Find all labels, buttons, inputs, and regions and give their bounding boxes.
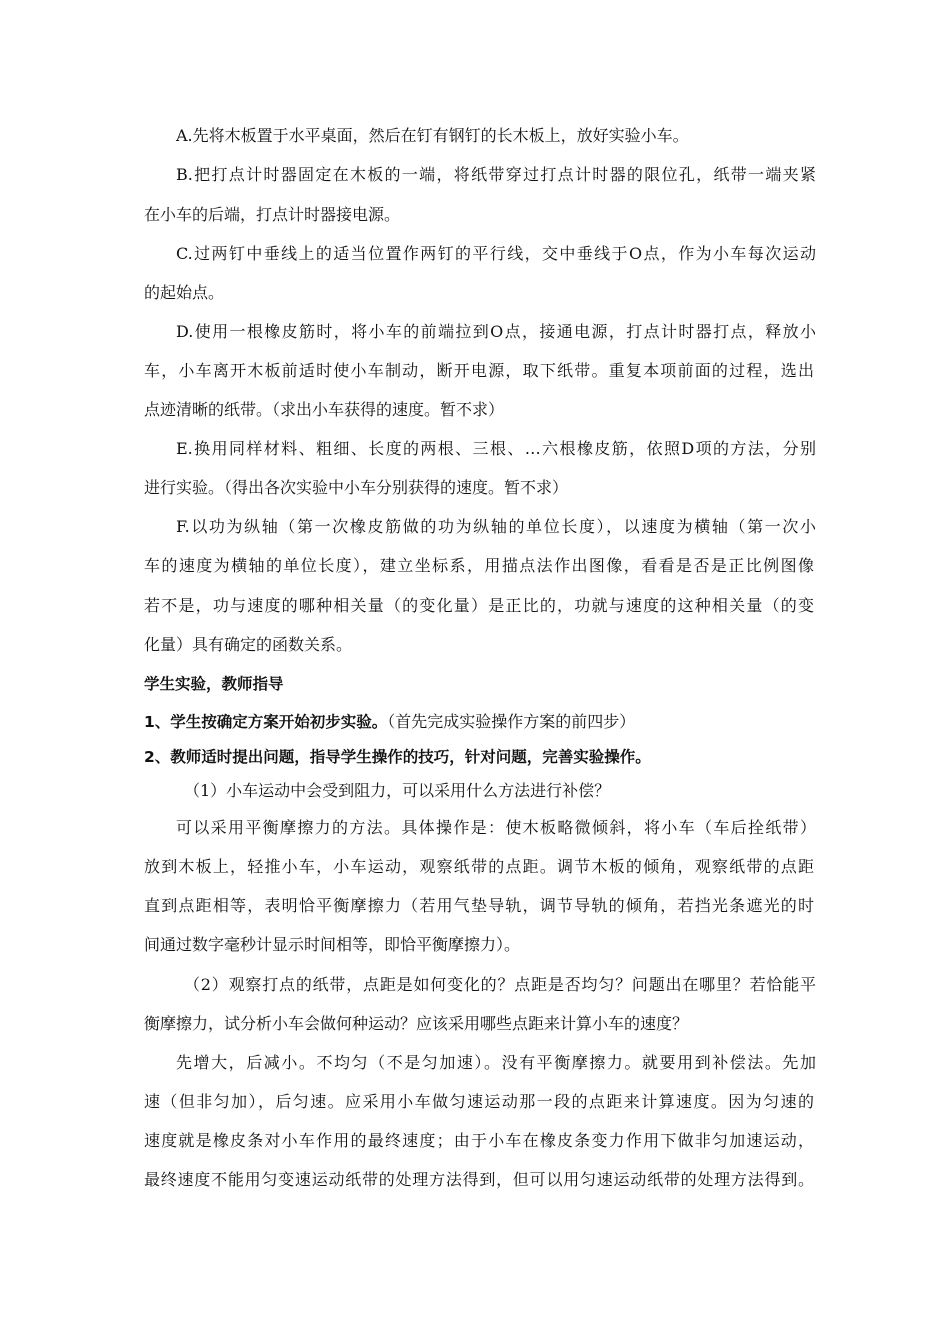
answer-1-line-2: 放到木板上，轻推小车，小车运动，观察纸带的点距。调节木板的倾角，观察纸带的点距 <box>144 857 814 876</box>
answer-2-line-3: 速度就是橡皮条对小车作用的最终速度；由于小车在橡皮条变力作用下做非匀加速运动， <box>144 1131 814 1150</box>
step-f-line-1: F.以功为纵轴（第一次橡皮筋做的功为纵轴的单位长度），以速度为横轴（第一次小 <box>176 517 816 536</box>
answer-1-line-1: 可以采用平衡摩擦力的方法。具体操作是：使木板略微倾斜，将小车（车后拴纸带） <box>176 818 816 837</box>
step-c-line-2: 的起始点。 <box>144 283 225 302</box>
answer-2-line-4: 最终速度不能用匀变速运动纸带的处理方法得到，但可以用匀速运动纸带的处理方法得到。 <box>144 1170 814 1189</box>
section-heading: 学生实验，教师指导 <box>144 675 284 693</box>
step-d-line-1: D.使用一根橡皮筋时，将小车的前端拉到O点，接通电源，打点计时器打点，释放小 <box>176 322 816 341</box>
answer-2-line-2: 速（但非匀加），后匀速。应采用小车做匀速运动那一段的点距来计算速度。因为匀速的 <box>144 1092 814 1111</box>
answer-2-line-1: 先增大，后减小。不均匀（不是匀加速）。没有平衡摩擦力。就要用到补偿法。先加 <box>176 1053 816 1072</box>
item-1-bold-text: 1、学生按确定方案开始初步实验。 <box>144 713 388 731</box>
step-b-line-1: B.把打点计时器固定在木板的一端，将纸带穿过打点计时器的限位孔，纸带一端夹紧 <box>176 165 816 184</box>
step-f-line-2: 车的速度为横轴的单位长度），建立坐标系，用描点法作出图像，看看是否是正比例图像 <box>144 556 814 575</box>
step-d-line-3: 点迹清晰的纸带。（求出小车获得的速度。暂不求） <box>144 400 505 419</box>
step-f-line-3: 若不是，功与速度的哪种相关量（的变化量）是正比的，功就与速度的这种相关量（的变 <box>144 596 814 615</box>
step-f-line-4: 化量）具有确定的函数关系。 <box>144 635 353 654</box>
question-2-line-1: （2）观察打点的纸带，点距是如何变化的？点距是否均匀？问题出在哪里？若恰能平 <box>184 975 816 994</box>
step-a-line-1: A.先将木板置于水平桌面，然后在钉有钢钉的长木板上，放好实验小车。 <box>176 126 689 145</box>
step-c-line-1: C.过两钉中垂线上的适当位置作两钉的平行线，交中垂线于O点，作为小车每次运动 <box>176 244 816 263</box>
item-1-note: （首先完成实验操作方案的前四步） <box>387 712 636 731</box>
step-e-line-2: 进行实验。（得出各次实验中小车分别获得的速度。暂不求） <box>144 478 569 497</box>
question-1: （1）小车运动中会受到阻力，可以采用什么方法进行补偿？ <box>184 781 611 800</box>
answer-1-line-4: 间通过数字毫秒计显示时间相等，即恰平衡摩擦力）。 <box>144 935 521 954</box>
step-e-line-1: E.换用同样材料、粗细、长度的两根、三根、…六根橡皮筋，依照D项的方法，分别 <box>176 439 816 458</box>
step-b-line-2: 在小车的后端，打点计时器接电源。 <box>144 205 401 224</box>
item-2-line: 2、教师适时提出问题，指导学生操作的技巧，针对问题，完善实验操作。 <box>144 748 651 766</box>
question-2-line-2: 衡摩擦力，试分析小车会做何种运动？应该采用哪些点距来计算小车的速度？ <box>144 1014 689 1033</box>
answer-1-line-3: 直到点距相等，表明恰平衡摩擦力（若用气垫导轨，调节导轨的倾角，若挡光条遮光的时 <box>144 896 814 915</box>
item-1-line <box>144 712 814 732</box>
step-d-line-2: 车，小车离开木板前适时使小车制动，断开电源，取下纸带。重复本项前面的过程，选出 <box>144 361 814 380</box>
